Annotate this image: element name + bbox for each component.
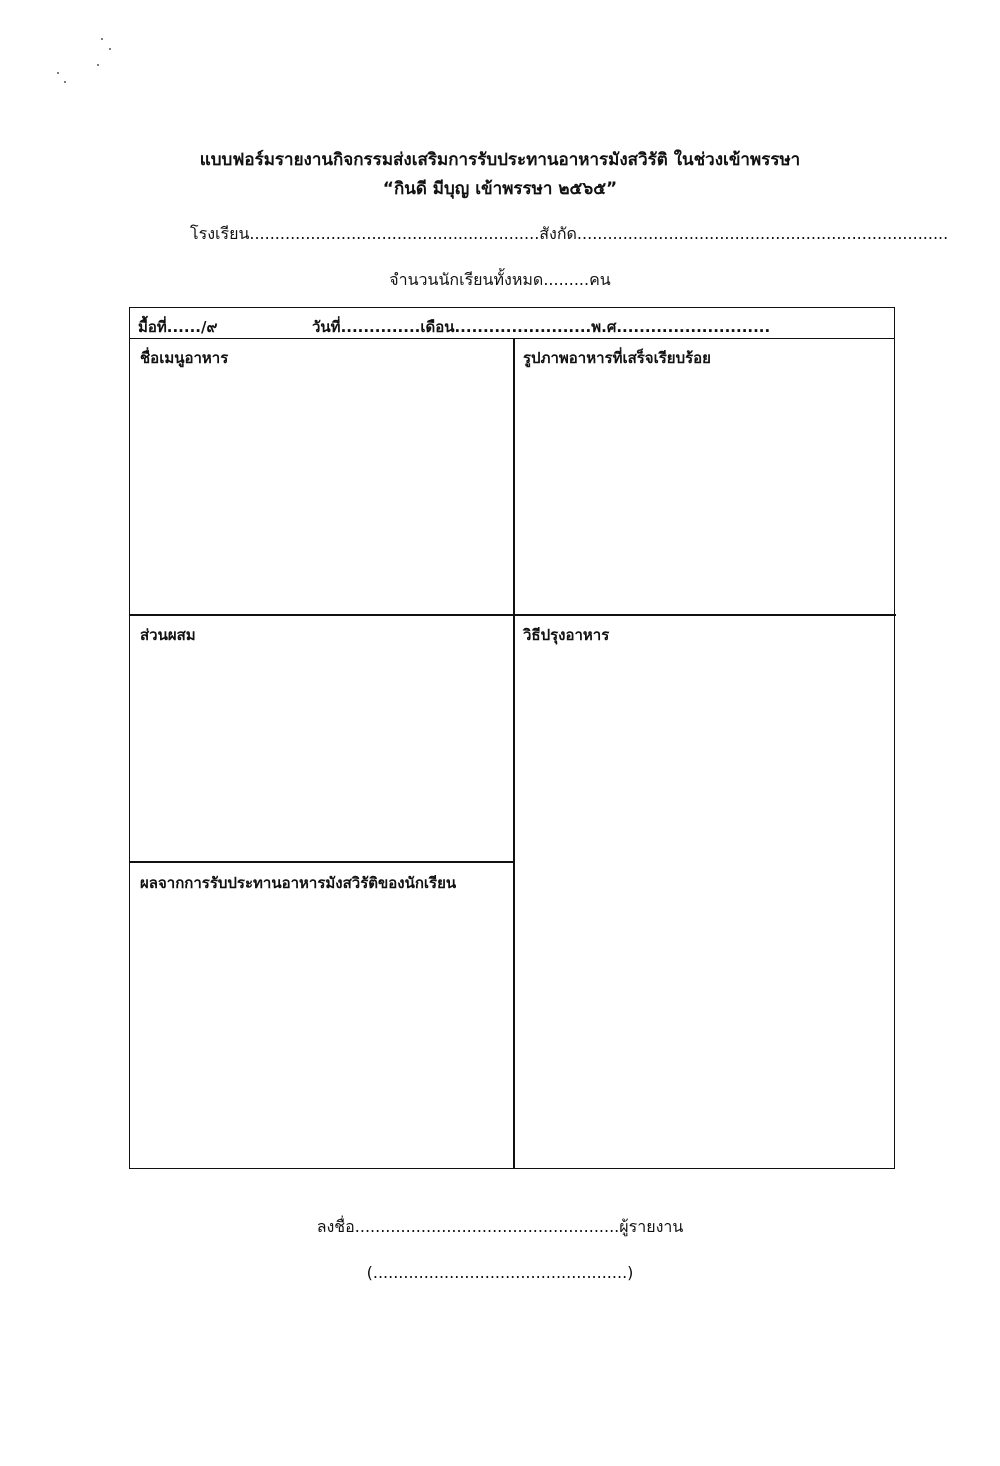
- menu-name-cell-label: ชื่อเมนูอาหาร: [140, 349, 229, 367]
- scan-speck: [64, 81, 66, 83]
- form-title-line-2: “กินดี มีบุญ เข้าพรรษา ๒๕๖๕”: [382, 179, 618, 199]
- row-divider: [130, 614, 896, 616]
- result-cell-label: ผลจากการรับประทานอาหารมังสวิรัติของนักเรียน: [140, 874, 457, 892]
- scan-speck: [97, 64, 99, 66]
- scan-speck: [57, 72, 59, 74]
- school-field-line: โรงเรียน.........................................................สังกัด.........................................................................: [190, 224, 949, 243]
- ingredients-cell-label: ส่วนผสม: [140, 626, 196, 644]
- scan-speck: [101, 38, 103, 40]
- meal-number-label: มื้อที่....../๙: [138, 318, 218, 336]
- signature-name-line: (..................................................): [366, 1263, 634, 1282]
- row-divider: [130, 861, 514, 863]
- photo-cell-label: รูปภาพอาหารที่เสร็จเรียบร้อย: [523, 349, 711, 367]
- form-title-line-1: แบบฟอร์มรายงานกิจกรรมส่งเสริมการรับประทานอาหารมังสวิรัติ ในช่วงเข้าพรรษา: [199, 150, 801, 170]
- date-label: วันที่..............เดือน........................พ.ศ...........................: [312, 318, 771, 336]
- student-count-line: จำนวนนักเรียนทั้งหมด.........คน: [389, 270, 611, 289]
- cooking-method-cell-label: วิธีปรุงอาหาร: [523, 626, 610, 644]
- report-table: [129, 307, 895, 1169]
- column-divider: [513, 338, 515, 1168]
- scan-speck: [109, 48, 111, 50]
- signature-line: ลงชื่อ....................................................ผู้รายงาน: [316, 1217, 684, 1236]
- table-header-row: [130, 308, 894, 339]
